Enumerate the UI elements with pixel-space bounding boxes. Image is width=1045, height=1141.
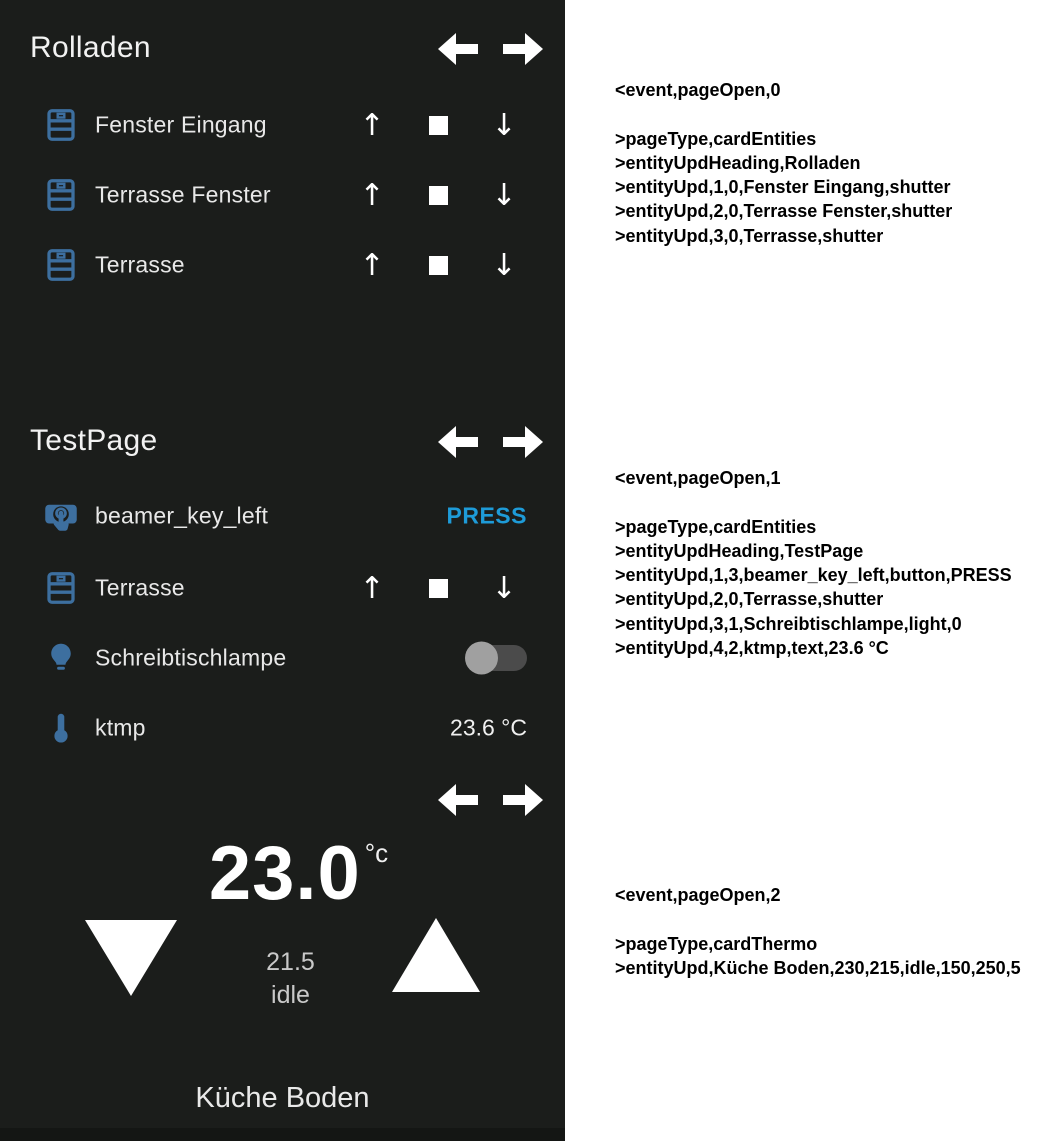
shutter-up-button[interactable]: ↑ [359, 107, 385, 143]
shutter-controls [352, 101, 524, 149]
log-block-page0 [615, 78, 952, 248]
temperature-unit: °c [364, 838, 389, 868]
shutter-up-button[interactable]: ↑ [359, 570, 385, 606]
page-title-testpage: TestPage [30, 424, 158, 457]
entity-name: Terrasse [95, 251, 185, 278]
next-page-icon[interactable] [503, 33, 543, 65]
shutter-down-button[interactable]: ↓ [491, 177, 517, 213]
lightbulb-icon [43, 640, 79, 676]
log-line: >entityUpdHeading,TestPage [615, 540, 864, 561]
shutter-down-button[interactable]: ↓ [491, 107, 517, 143]
log-line [615, 907, 1021, 931]
shutter-down-button[interactable]: ↓ [491, 247, 517, 283]
shutter-stop-button[interactable] [418, 171, 458, 219]
current-temperature-display [16, 831, 581, 916]
shutter-icon [43, 107, 79, 143]
shutter-up-button[interactable]: ↑ [359, 247, 385, 283]
light-toggle-switch[interactable] [467, 645, 527, 671]
log-block-page2 [615, 883, 1021, 980]
stop-icon [429, 186, 448, 205]
shutter-controls [352, 564, 524, 612]
entity-row-ktmp [0, 704, 565, 752]
log-line: >entityUpd,2,0,Terrasse,shutter [615, 589, 884, 610]
log-line: >entityUpd,2,0,Terrasse Fenster,shutter [615, 201, 953, 222]
log-line: >entityUpd,1,0,Fenster Eingang,shutter [615, 177, 951, 198]
prev-page-icon[interactable] [438, 33, 478, 65]
press-button[interactable]: PRESS [446, 502, 527, 529]
toggle-knob [465, 642, 498, 675]
log-line [615, 490, 1012, 514]
log-line: <event,pageOpen,0 [615, 80, 781, 100]
current-temperature: 23.0 [208, 831, 361, 916]
thermometer-icon [43, 710, 79, 746]
stop-icon [429, 579, 448, 598]
entity-row-terrasse [0, 241, 565, 289]
entity-name: ktmp [95, 714, 146, 741]
log-block-page1 [615, 466, 1012, 660]
shutter-icon [43, 177, 79, 213]
entity-row-schreibtischlampe [0, 634, 565, 682]
next-page-icon[interactable] [503, 784, 543, 816]
log-line: >entityUpd,1,3,beamer_key_left,button,PRESS [615, 565, 1012, 586]
stop-icon [429, 256, 448, 275]
log-line: >entityUpdHeading,Rolladen [615, 152, 861, 173]
shutter-stop-button[interactable] [418, 241, 458, 289]
entity-name: beamer_key_left [95, 502, 269, 529]
log-line: >entityUpd,3,0,Terrasse,shutter [615, 225, 884, 246]
entity-row-terrasse [0, 564, 565, 612]
temperature-value: 23.6 °C [450, 714, 527, 741]
shutter-up-button[interactable]: ↑ [359, 177, 385, 213]
log-line: >pageType,cardEntities [615, 128, 817, 149]
log-line [615, 102, 952, 126]
entity-row-fenster-eingang [0, 101, 565, 149]
log-line: >pageType,cardThermo [615, 933, 818, 954]
log-line: <event,pageOpen,2 [615, 885, 781, 905]
entity-name: Fenster Eingang [95, 111, 267, 138]
entity-name: Terrasse Fenster [95, 181, 271, 208]
entity-name: Schreibtischlampe [95, 644, 287, 671]
page-title-rolladen: Rolladen [30, 31, 151, 64]
shutter-stop-button[interactable] [418, 101, 458, 149]
shutter-controls [352, 241, 524, 289]
prev-page-icon[interactable] [438, 426, 478, 458]
stop-icon [429, 116, 448, 135]
log-line: >entityUpd,4,2,ktmp,text,23.6 °C [615, 638, 889, 659]
entity-name: Terrasse [95, 574, 185, 601]
log-line: >pageType,cardEntities [615, 516, 817, 537]
shutter-icon [43, 247, 79, 283]
log-line: <event,pageOpen,1 [615, 468, 781, 488]
entity-row-terrasse-fenster [0, 171, 565, 219]
next-page-icon[interactable] [503, 426, 543, 458]
log-line: >entityUpd,Küche Boden,230,215,idle,150,250,5 [615, 957, 1021, 978]
shutter-down-button[interactable]: ↓ [491, 570, 517, 606]
tap-button-icon [43, 498, 79, 534]
thermostat-state: idle [271, 981, 310, 1009]
entity-row-beamer-key-left [0, 492, 565, 540]
shutter-icon [43, 570, 79, 606]
prev-page-icon[interactable] [438, 784, 478, 816]
log-line: >entityUpd,3,1,Schreibtischlampe,light,0 [615, 613, 962, 634]
target-temperature: 21.5 [266, 948, 315, 976]
thermostat-name: Küche Boden [195, 1082, 370, 1114]
shutter-stop-button[interactable] [418, 564, 458, 612]
shutter-controls [352, 171, 524, 219]
